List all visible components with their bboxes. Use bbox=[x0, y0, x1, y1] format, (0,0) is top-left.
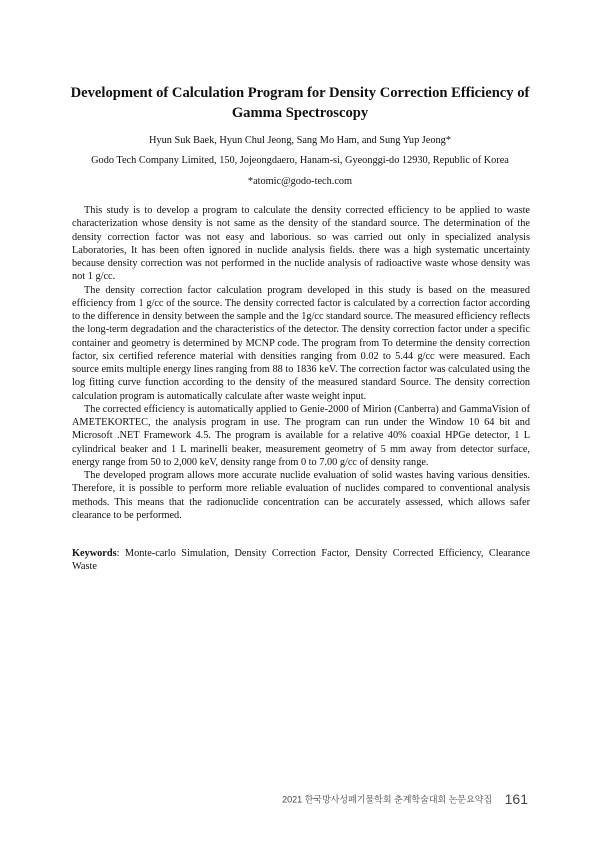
page-number: 161 bbox=[504, 790, 528, 807]
author-list: Hyun Suk Baek, Hyun Chul Jeong, Sang Mo Ham, and Sung Yup Jeong* bbox=[149, 135, 451, 146]
conference-name: 2021 한국방사성폐기물학회 춘계학술대회 논문요약집 bbox=[282, 794, 493, 805]
keywords-text: : Monte-carlo Simulation, Density Correction Factor, Density Corrected Efficiency, Clearance Waste bbox=[72, 548, 530, 573]
abstract-paragraph-1: This study is to develop a program to calculate the density corrected efficiency to be applied to waste characterization whose density is not same as the density of the standard source. The determination of the density correction factor was not easy and laborious. so was carried out only in specialized analysis Laboratories, It has been often ignored in nuclide analysis fields. there was a high systematic uncertainty because density correction was not performed in the nuclide analysis of radioactive waste whose density was not 1 g/cc. bbox=[72, 205, 530, 283]
page-footer bbox=[282, 790, 528, 808]
abstract-body bbox=[72, 204, 530, 522]
keywords-block bbox=[72, 547, 530, 574]
abstract-paragraph-3: The corrected efficiency is automatically applied to Genie-2000 of Mirion (Canberra) and GammaVision of AMETEKORTEC, the analysis program in use. The program can run under the Window 10 64 bit and Microsoft .NET Framework 4.5. The program is available for a relative 40% coaxial HPGe detector, 1 L cylindrical beaker and 1 L marinelli beaker, measurement geometry of 5 mm away from detector surface, energy range from 50 to 2,000 keV, density range from 0 to 7.00 g/cc of density range. bbox=[72, 403, 530, 468]
keywords-label: Keywords bbox=[72, 548, 117, 559]
abstract-paragraph-4: The developed program allows more accurate nuclide evaluation of solid wastes having various densities. Therefore, it is possible to perform more reliable evaluation of nuclides compared to conventional analysis methods. This means that the radionuclide concentration can be accurately assessed, which allows safer clearance to be performed. bbox=[72, 470, 530, 521]
contact-email: *atomic@godo-tech.com bbox=[247, 176, 353, 187]
abstract-paragraph-2: The density correction factor calculation program developed in this study is based on the measured efficiency from 1 g/cc of the source. The density corrected factor is calculated by a correction factor according to the difference in density between the sample and the 1g/cc standard source. The measured efficiency reflects the long-term degradation and the characteristics of the detector. The density correction factor under a specific container and geometry is determined by MCNP code. The program from To determine the density correction factor, six certified reference material with densities ranging from 0.02 to 5.44 g/cc were measured. Each source emits multiple energy lines ranging from 88 to 1836 keV. The correction factor was calculated using the log fitting curve function according to the density of the measured standard Source. The density correction calculation program is automatically calculate after waste weight input. bbox=[72, 284, 530, 402]
paper-title: Development of Calculation Program for Density Correction Efficiency of Gamma Spectroscopy bbox=[70, 85, 530, 121]
affiliation: Godo Tech Company Limited, 150, Jojeongdaero, Hanam-si, Gyeonggi-do 12930, Republic of Korea bbox=[91, 155, 509, 166]
